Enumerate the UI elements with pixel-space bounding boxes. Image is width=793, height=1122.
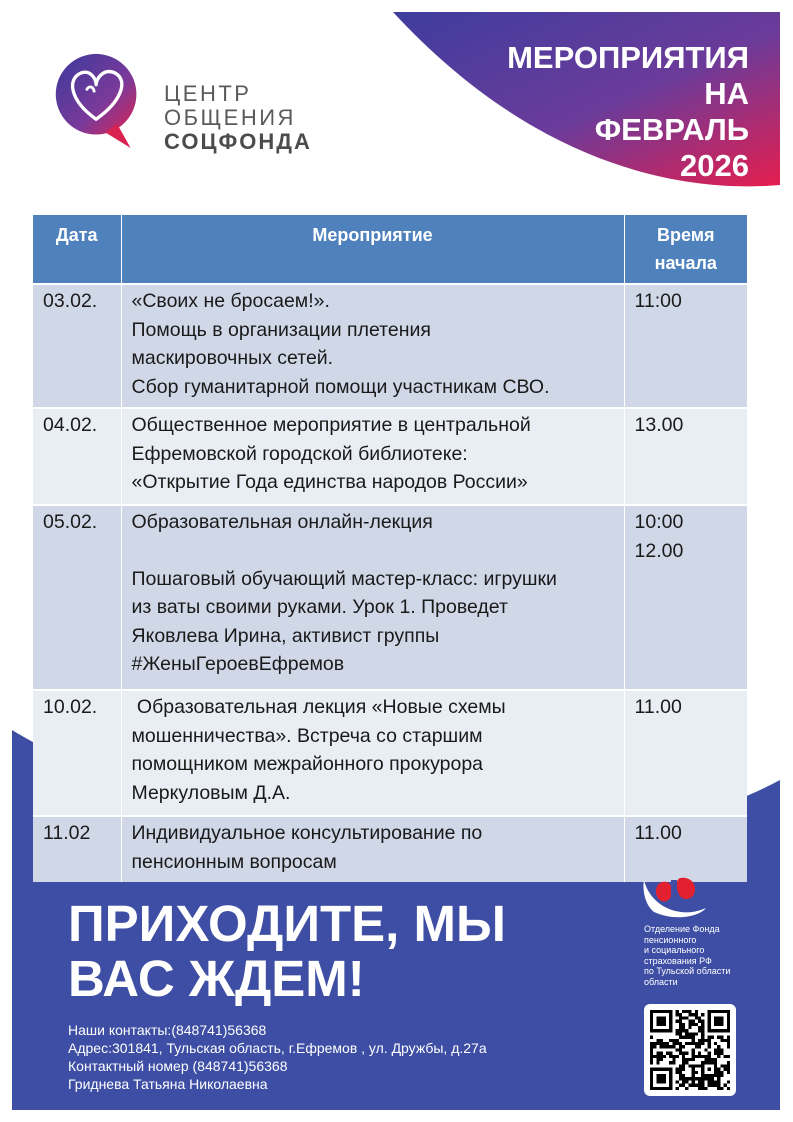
socfond-logo-icon [640, 876, 714, 920]
table-row [33, 408, 747, 505]
event-line: помощником межрайонного прокурора [131, 753, 484, 775]
event-line: Индивидуальное консультирование по [131, 822, 483, 844]
title-line-2: НА [704, 76, 749, 111]
column-header-date: Дата [33, 215, 121, 284]
event-description [121, 816, 624, 882]
org-line: области [644, 976, 678, 987]
event-time [624, 816, 747, 882]
event-line: Ефремовской городской библиотеке: [131, 442, 468, 465]
events-table [33, 215, 747, 882]
event-line: пенсионным вопросам [131, 850, 337, 873]
event-time [624, 284, 747, 408]
column-header-time: Время начала [624, 215, 747, 284]
column-header-event: Мероприятие [121, 215, 624, 284]
contact-number: Контактный номер (848741)56368 [68, 1058, 288, 1074]
title-line-4: 2026 [680, 148, 749, 183]
event-line: Помощь в организации плетения [131, 318, 431, 341]
contact-address: Адрес:301841, Тульская область, г.Ефремов , ул. Дружбы, д.27а [68, 1040, 487, 1056]
cta-line-1: ПРИХОДИТЕ, МЫ [68, 895, 506, 952]
table-row [33, 284, 747, 408]
org-line: пенсионного [644, 934, 697, 945]
time-line: 13.00 [634, 414, 684, 436]
contact-person: Гриднева Татьяна Николаевна [68, 1076, 268, 1092]
time-line: 10:00 [634, 511, 684, 533]
event-line: Образовательная онлайн-лекция [131, 511, 433, 533]
time-line: 11:00 [634, 290, 682, 312]
event-time [624, 690, 747, 816]
event-time [624, 408, 747, 505]
event-date: 03.02. [33, 284, 121, 408]
contact-phone: Наши контакты:(848741)56368 [68, 1022, 267, 1038]
event-line: Пошаговый обучающий мастер-класс: игрушки [131, 567, 557, 590]
event-line: «Своих не бросаем!». [131, 290, 330, 312]
org-line: и социального [644, 945, 705, 955]
org-name [644, 924, 754, 987]
event-line: Яковлева Ирина, активист группы [131, 624, 440, 647]
event-line: Сбор гуманитарной помощи участникам СВО. [131, 375, 550, 398]
event-line: «Открытие Года единства народов России» [131, 471, 528, 493]
org-line: по Тульской области [644, 966, 731, 976]
time-line: 11.00 [634, 696, 682, 718]
event-date: 10.02. [33, 690, 121, 816]
cta-line-2: ВАС ЖДЕМ! [68, 950, 365, 1007]
title-line-1: МЕРОПРИЯТИЯ [507, 40, 749, 75]
call-to-action [68, 896, 506, 1006]
event-line: маскировочных сетей. [131, 347, 334, 369]
event-line: #ЖеныГероевЕфремов [131, 653, 345, 675]
event-date: 04.02. [33, 408, 121, 505]
logo-line-2: ОБЩЕНИЯ [164, 105, 296, 130]
title-line-3: ФЕВРАЛЬ [594, 112, 749, 147]
page-title [429, 40, 749, 184]
event-date: 11.02 [33, 816, 121, 882]
org-line: Отделение Фонда [644, 924, 720, 934]
qr-code[interactable] [644, 1004, 736, 1096]
event-description [121, 284, 624, 408]
event-line: мошенничества». Встреча со старшим [131, 724, 483, 747]
event-line: Меркуловым Д.А. [131, 781, 291, 804]
event-time [624, 505, 747, 690]
contacts-block [68, 1021, 487, 1093]
table-row [33, 505, 747, 690]
spacer [132, 537, 614, 565]
event-line: Общественное мероприятие в центральной [131, 414, 531, 436]
event-line: из ваты своими руками. Урок 1. Проведет [131, 596, 508, 618]
event-description [121, 505, 624, 690]
qr-code-icon [650, 1010, 730, 1090]
table-header-row [33, 215, 747, 284]
event-description [121, 408, 624, 505]
table-row [33, 816, 747, 882]
time-line: 12.00 [634, 539, 684, 562]
event-description [121, 690, 624, 816]
event-line: Образовательная лекция «Новые схемы [131, 696, 506, 718]
event-date: 05.02. [33, 505, 121, 690]
org-line: страхования РФ [644, 955, 712, 966]
logo-line-1: ЦЕНТР [164, 81, 252, 106]
table-row [33, 690, 747, 816]
time-line: 11.00 [634, 822, 682, 844]
heart-speech-logo-icon [50, 52, 146, 148]
logo-wordmark [164, 82, 312, 154]
logo-line-3: СОЦФОНДА [164, 129, 312, 154]
